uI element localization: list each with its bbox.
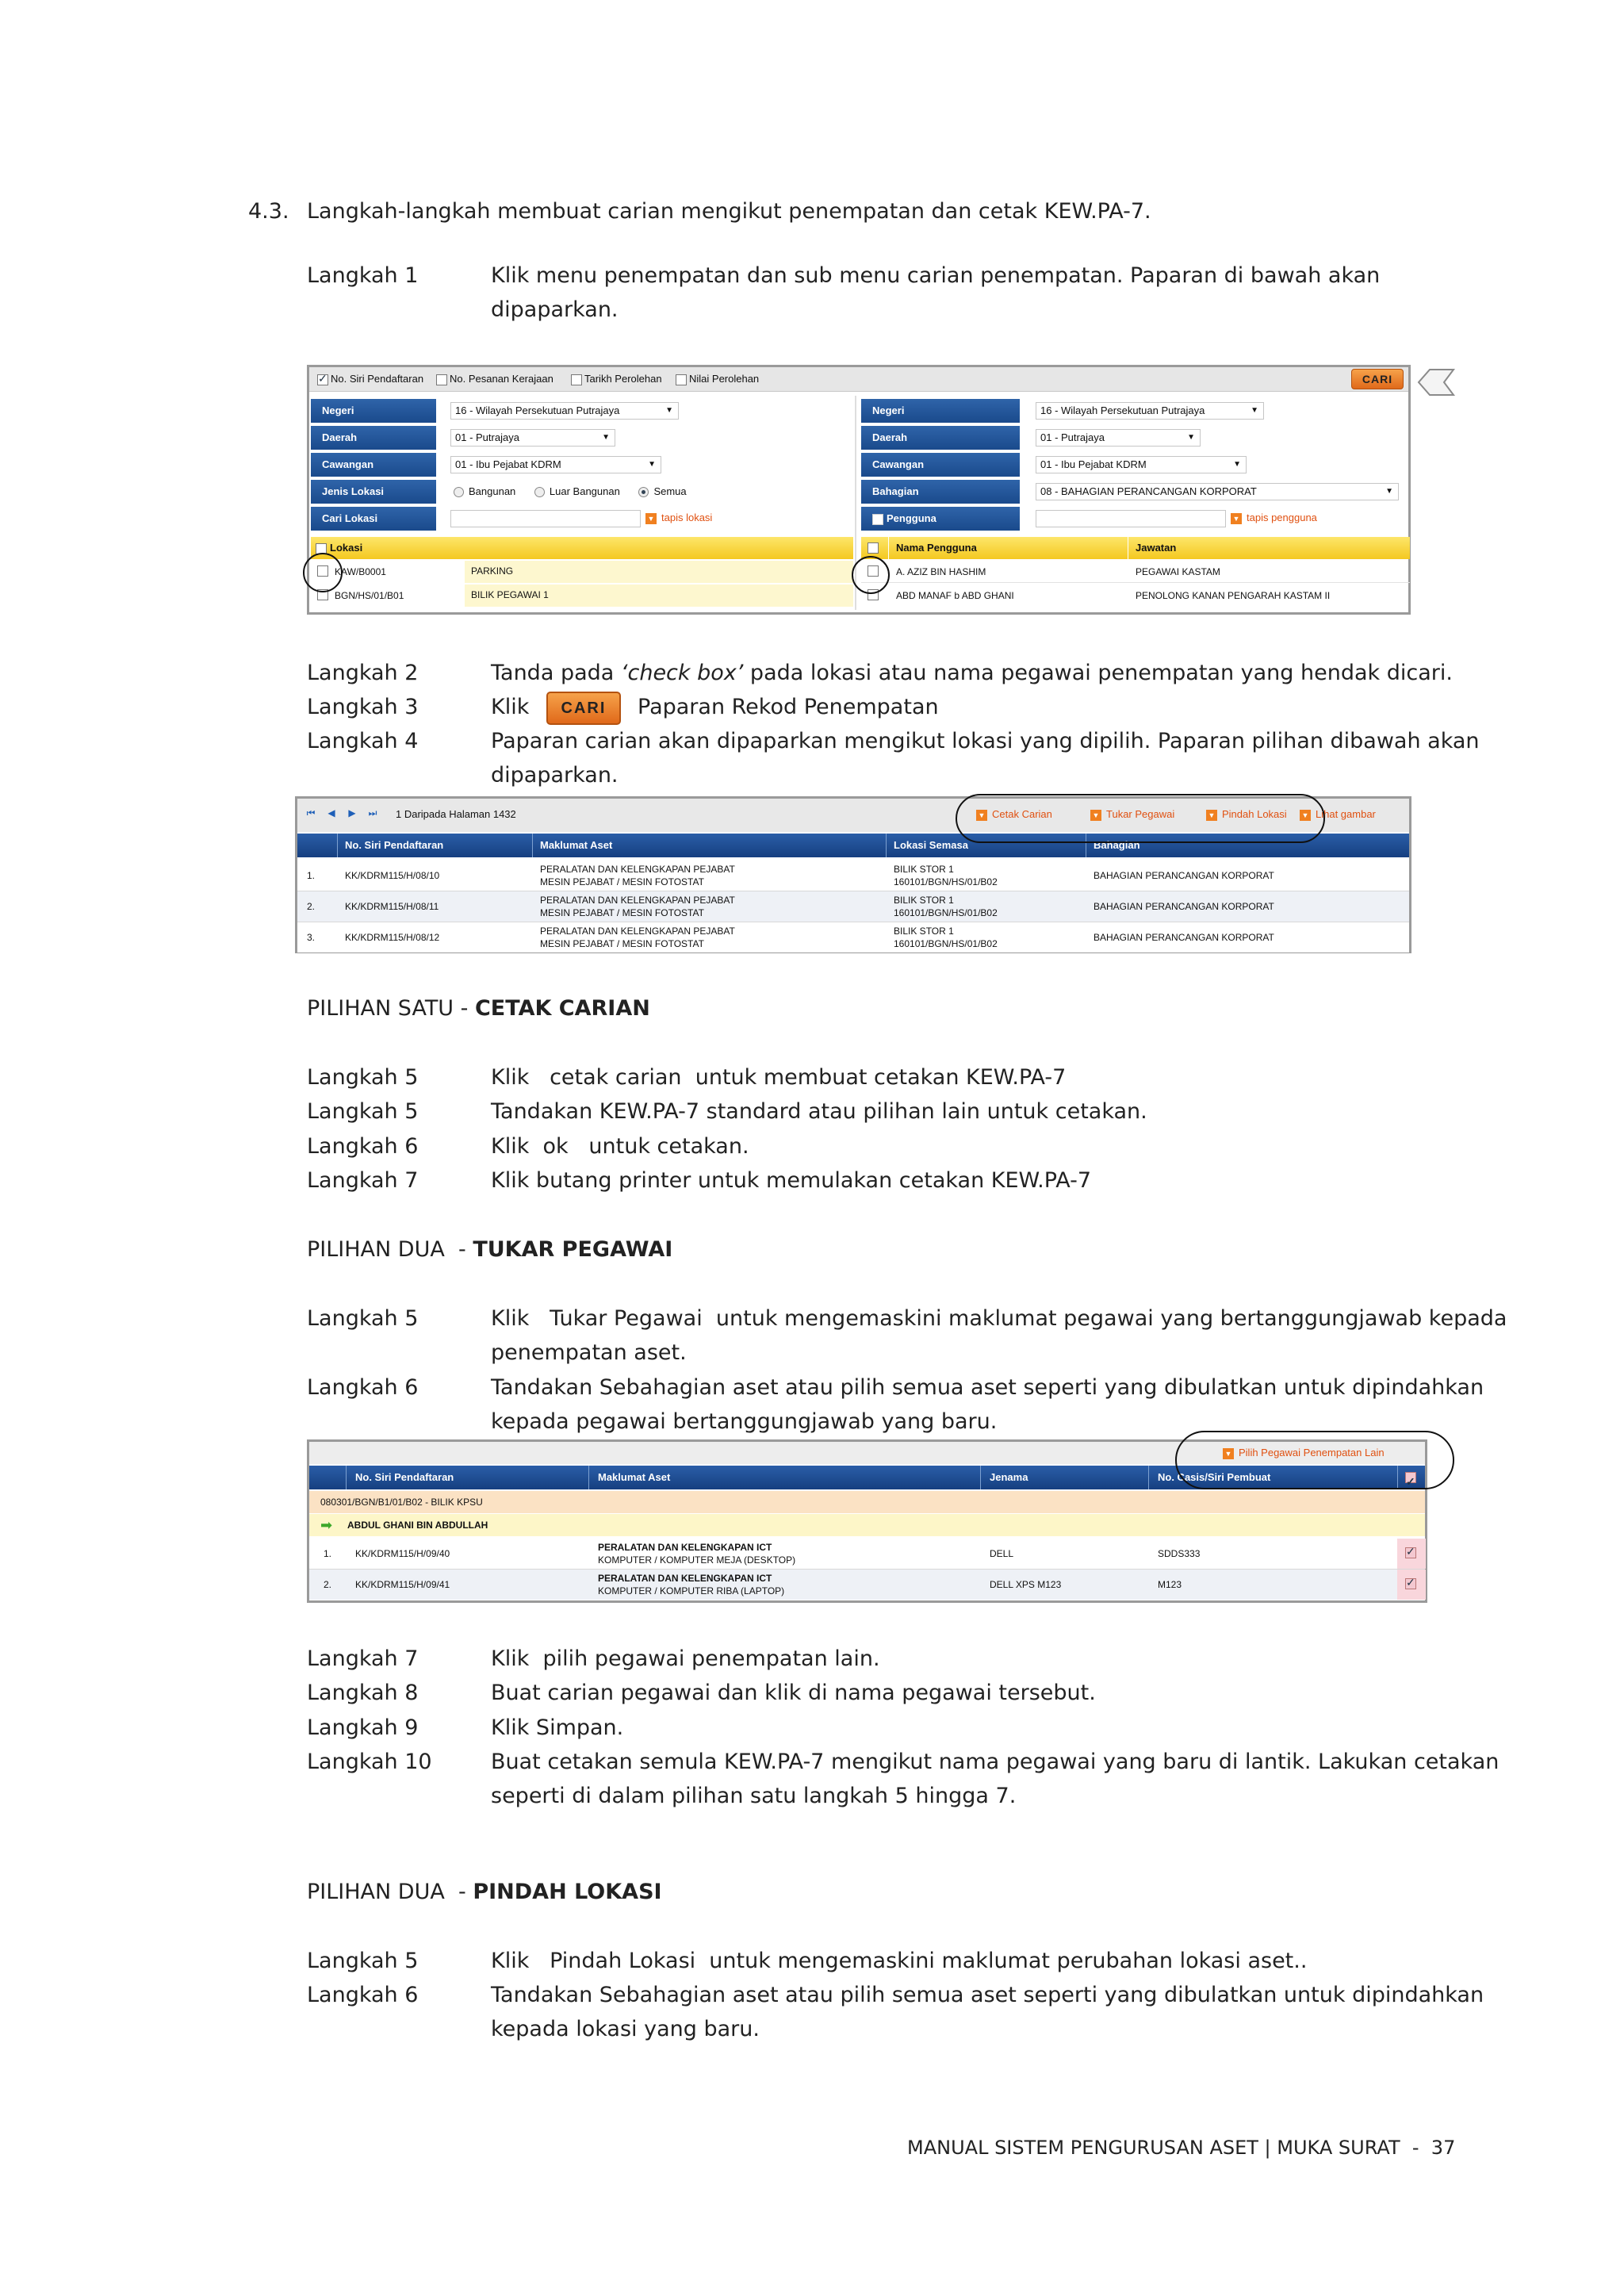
step-label: Langkah 1 (307, 263, 419, 288)
step-label: Langkah 5 (307, 1099, 419, 1124)
step-text: Klik Tukar Pegawai untuk mengemaskini maklumat pegawai yang bertanggungjawab kepada (491, 1306, 1507, 1331)
step-text-cont: dipaparkan. (491, 297, 619, 322)
step-text: Klik pilih pegawai penempatan lain. (491, 1646, 880, 1671)
pilih-pegawai-lain-link[interactable]: ▼ Pilih Pegawai Penempatan Lain (1223, 1447, 1385, 1459)
label-pengguna: Pengguna (861, 507, 1020, 531)
cawangan-right-select[interactable]: 01 - Ibu Pejabat KDRM ▼ (1036, 456, 1247, 473)
step-text: Tandakan Sebahagian aset atau pilih semua aset seperti yang dibulatkan untuk dipindahkan (491, 1375, 1484, 1400)
dropdown-icon: ▼ (1090, 810, 1101, 821)
cari-button[interactable]: CARI (1351, 369, 1404, 389)
divider (337, 834, 338, 857)
table-row[interactable]: 1. KK/KDRM115/H/08/10 PERALATAN DAN KELENGKAPAN PEJABAT MESIN PEJABAT / MESIN FOTOSTAT BILIK STOR 1 160101/BGN/HS/01/B02 BAHAGIAN PERANCANGAN KORPORAT (297, 861, 1409, 891)
step-label: Langkah 5 (307, 1065, 419, 1090)
checkbox-icon[interactable] (317, 374, 328, 385)
option-nilai[interactable]: Nilai Perolehan (676, 373, 759, 385)
highlight-circle (303, 553, 343, 592)
lokasi-name-cell: PARKING (465, 561, 853, 583)
tukar-table-header: No. Siri Pendaftaran Maklumat Aset Jenama No. Casis/Siri Pembuat ✓ (309, 1466, 1425, 1489)
pengguna-row[interactable]: A. AZIZ BIN HASHIM PEGAWAI KASTAM (861, 561, 1410, 583)
radio-bangunan[interactable]: Bangunan (454, 485, 515, 497)
divider (346, 1466, 347, 1489)
step-label: Langkah 6 (307, 1134, 419, 1159)
location-group-row: 080301/BGN/B1/01/B02 - BILIK KPSU (309, 1491, 1425, 1513)
step-label: Langkah 4 (307, 729, 419, 753)
dropdown-icon: ▼ (645, 513, 657, 524)
checkbox-icon[interactable] (1405, 1547, 1416, 1558)
step-text: Klik Pindah Lokasi untuk mengemaskini maklumat perubahan lokasi aset.. (491, 1949, 1308, 1973)
step-label: Langkah 3 (307, 695, 419, 719)
label-cawangan: Cawangan (311, 453, 436, 477)
lokasi-list-header: Lokasi (311, 537, 853, 559)
divider (588, 1466, 589, 1489)
highlight-oval (956, 794, 1325, 843)
step-text: Klik Simpan. (491, 1715, 624, 1740)
step-text-cont: kepada lokasi yang baru. (491, 2017, 760, 2041)
step-label: Langkah 9 (307, 1715, 419, 1740)
dropdown-icon: ▼ (1223, 1448, 1234, 1459)
first-page-icon[interactable]: ⏮ (306, 807, 316, 818)
jenis-lokasi-radios (454, 485, 687, 497)
step-label: Langkah 5 (307, 1949, 419, 1973)
dropdown-icon: ▼ (1206, 810, 1217, 821)
search-options-bar (309, 367, 1408, 392)
negeri-select[interactable]: 16 - Wilayah Persekutuan Putrajaya ▼ (450, 402, 679, 420)
step-text: Klik ok untuk cetakan. (491, 1134, 749, 1159)
checkbox-icon[interactable] (676, 374, 687, 385)
radio-luar-bangunan[interactable]: Luar Bangunan (534, 485, 620, 497)
cari-button-inline: CARI (546, 692, 621, 725)
daerah-right-select[interactable]: 01 - Putrajaya ▼ (1036, 429, 1201, 447)
pointer-arrow-icon (1415, 366, 1455, 398)
dropdown-arrow-icon: ▼ (1251, 406, 1258, 415)
lokasi-row[interactable]: BGN/HS/01/B01 BILIK PEGAWAI 1 (311, 585, 853, 607)
page-footer: MANUAL SISTEM PENGURUSAN ASET | MUKA SURAT - 37 (907, 2137, 1456, 2159)
results-table-screenshot (295, 796, 1411, 953)
step-text: Klik butang printer untuk memulakan cetakan KEW.PA-7 (491, 1168, 1092, 1193)
divider (980, 1466, 981, 1489)
person-group-row: ➡ ABDUL GHANI BIN ABDULLAH (309, 1514, 1425, 1536)
tapis-pengguna-link[interactable]: ▼ tapis pengguna (1231, 512, 1317, 524)
step-text: Klik (491, 695, 530, 719)
step-text: Buat carian pegawai dan klik di nama pegawai tersebut. (491, 1681, 1096, 1705)
option-tarikh[interactable]: Tarikh Perolehan (571, 373, 662, 385)
dropdown-icon: ▼ (976, 810, 987, 821)
pengguna-row[interactable]: ABD MANAF b ABD GHANI PENOLONG KANAN PENGARAH KASTAM II (861, 585, 1410, 607)
dropdown-arrow-icon: ▼ (648, 460, 656, 469)
lokasi-row[interactable]: KAW/B0001 PARKING (311, 561, 853, 583)
step-text: Klik cetak carian untuk membuat cetakan KEW.PA-7 (491, 1065, 1067, 1090)
step-text-cont: penempatan aset. (491, 1340, 687, 1365)
step-label: Langkah 8 (307, 1681, 419, 1705)
radio-selected-icon[interactable] (638, 487, 649, 497)
dropdown-icon: ▼ (1231, 513, 1242, 524)
option-no-siri[interactable]: ✓No. Siri Pendaftaran (317, 373, 423, 385)
highlight-circle (852, 556, 890, 594)
pengguna-list-header: Nama Pengguna Jawatan (861, 537, 1410, 559)
divider (888, 537, 889, 559)
results-header: No. Siri Pendaftaran Maklumat Aset Lokasi Semasa Bahagian (297, 834, 1409, 857)
label-bahagian: Bahagian (861, 480, 1020, 504)
lokasi-name-cell: BILIK PEGAWAI 1 (465, 585, 853, 607)
daerah-select[interactable]: 01 - Putrajaya ▼ (450, 429, 615, 447)
dropdown-arrow-icon: ▼ (1233, 460, 1241, 469)
divider (532, 834, 533, 857)
label-cawangan-right: Cawangan (861, 453, 1020, 477)
step-label: Langkah 10 (307, 1750, 432, 1774)
subsection-heading: PILIHAN SATU - CETAK CARIAN (307, 996, 650, 1021)
dropdown-icon: ▼ (1300, 810, 1311, 821)
step-text-cont: kepada pegawai bertanggungjawab yang baru. (491, 1409, 998, 1434)
step-label: Langkah 6 (307, 1375, 419, 1400)
checkbox-icon[interactable] (1405, 1578, 1416, 1589)
step-label: Langkah 5 (307, 1306, 419, 1331)
radio-icon[interactable] (454, 487, 464, 497)
step-text-cont: dipaparkan. (491, 763, 619, 788)
option-no-pesanan[interactable]: No. Pesanan Kerajaan (436, 373, 553, 385)
table-row[interactable]: 2. KK/KDRM115/H/09/41 PERALATAN DAN KELENGKAPAN ICT KOMPUTER / KOMPUTER RIBA (LAPTOP) DELL XPS M123 M123 ✓ (309, 1570, 1425, 1600)
next-page-icon[interactable]: ▶ (348, 807, 356, 818)
step-text: Paparan Rekod Penempatan (638, 695, 939, 719)
checkbox-icon[interactable] (436, 374, 447, 385)
cari-pengguna-input[interactable] (1036, 510, 1226, 527)
table-row[interactable]: 3. KK/KDRM115/H/08/12 PERALATAN DAN KELENGKAPAN PEJABAT MESIN PEJABAT / MESIN FOTOSTAT BILIK STOR 1 160101/BGN/HS/01/B02 BAHAGIAN PERANCANGAN KORPORAT (297, 922, 1409, 953)
negeri-right-select[interactable]: 16 - Wilayah Persekutuan Putrajaya ▼ (1036, 402, 1264, 420)
checkbox-cell (1397, 1570, 1426, 1600)
table-row[interactable]: 1. KK/KDRM115/H/09/40 PERALATAN DAN KELENGKAPAN ICT KOMPUTER / KOMPUTER MEJA (DESKTOP) DELL SDDS333 ✓ (309, 1539, 1425, 1570)
dropdown-arrow-icon: ▼ (1385, 487, 1393, 496)
step-label: Langkah 7 (307, 1646, 419, 1671)
subsection-heading: PILIHAN DUA - TUKAR PEGAWAI (307, 1237, 673, 1262)
cetak-carian-link[interactable]: ▼ Cetak Carian (976, 808, 1052, 821)
label-negeri: Negeri (311, 399, 436, 423)
dropdown-arrow-icon: ▼ (1187, 433, 1195, 442)
cari-lokasi-input[interactable] (450, 510, 641, 527)
step-text: Klik menu penempatan dan sub menu carian penempatan. Paparan di bawah akan (491, 263, 1381, 288)
section-heading: Langkah-langkah membuat carian mengikut penempatan dan cetak KEW.PA-7. (307, 199, 1151, 224)
section-number: 4.3. (248, 199, 289, 224)
step-text-cont: seperti di dalam pilihan satu langkah 5 hingga 7. (491, 1784, 1017, 1808)
label-jenis-lokasi: Jenis Lokasi (311, 480, 436, 504)
label-cari-lokasi: Cari Lokasi (311, 507, 436, 531)
step-label: Langkah 6 (307, 1983, 419, 2007)
prev-page-icon[interactable]: ◀ (327, 807, 335, 818)
tapis-lokasi-link[interactable]: ▼ tapis lokasi (645, 512, 712, 524)
lihat-gambar-link[interactable]: ▼ Lihat gambar (1300, 808, 1376, 821)
step-text: Buat cetakan semula KEW.PA-7 mengikut nama pegawai yang baru di lantik. Lakukan cetakan (491, 1750, 1500, 1774)
checkbox-icon[interactable] (872, 514, 883, 525)
label-daerah-right: Daerah (861, 426, 1020, 450)
divider (1148, 1466, 1149, 1489)
checkbox-icon[interactable] (571, 374, 582, 385)
last-page-icon[interactable]: ⏭ (368, 807, 377, 818)
highlight-oval (1175, 1431, 1454, 1489)
step-text: Paparan carian akan dipaparkan mengikut lokasi yang dipilih. Paparan pilihan dibawah akan (491, 729, 1480, 753)
dropdown-arrow-icon: ▼ (602, 433, 610, 442)
label-negeri-right: Negeri (861, 399, 1020, 423)
tukar-pegawai-link[interactable]: ▼ Tukar Pegawai (1090, 808, 1174, 821)
subsection-heading: PILIHAN DUA - PINDAH LOKASI (307, 1880, 662, 1904)
checkbox-cell (1397, 1539, 1426, 1569)
search-form-screenshot (307, 365, 1411, 615)
divider (886, 834, 887, 857)
radio-icon[interactable] (534, 487, 545, 497)
step-label: Langkah 7 (307, 1168, 419, 1193)
table-row[interactable]: 2. KK/KDRM115/H/08/11 PERALATAN DAN KELENGKAPAN PEJABAT MESIN PEJABAT / MESIN FOTOSTAT BILIK STOR 1 160101/BGN/HS/01/B02 BAHAGIAN PERANCANGAN KORPORAT (297, 891, 1409, 922)
pindah-lokasi-link[interactable]: ▼ Pindah Lokasi (1206, 808, 1287, 821)
label-daerah: Daerah (311, 426, 436, 450)
arrow-right-icon: ➡ (320, 1517, 333, 1533)
step-label: Langkah 2 (307, 661, 419, 685)
bahagian-select[interactable]: 08 - BAHAGIAN PERANCANGAN KORPORAT ▼ (1036, 483, 1399, 500)
step-text: Tandakan Sebahagian aset atau pilih semua aset seperti yang dibulatkan untuk dipindahkan (491, 1983, 1484, 2007)
radio-semua[interactable]: Semua (638, 485, 686, 497)
dropdown-arrow-icon: ▼ (665, 406, 673, 415)
pager-text: 1 Daripada Halaman 1432 (396, 808, 516, 820)
step-text: Tanda pada ‘check box’ pada lokasi atau nama pegawai penempatan yang hendak dicari. (491, 661, 1453, 685)
cawangan-select[interactable]: 01 - Ibu Pejabat KDRM ▼ (450, 456, 661, 473)
checkbox-icon[interactable] (868, 542, 879, 554)
step-text: Tandakan KEW.PA-7 standard atau pilihan lain untuk cetakan. (491, 1099, 1147, 1124)
